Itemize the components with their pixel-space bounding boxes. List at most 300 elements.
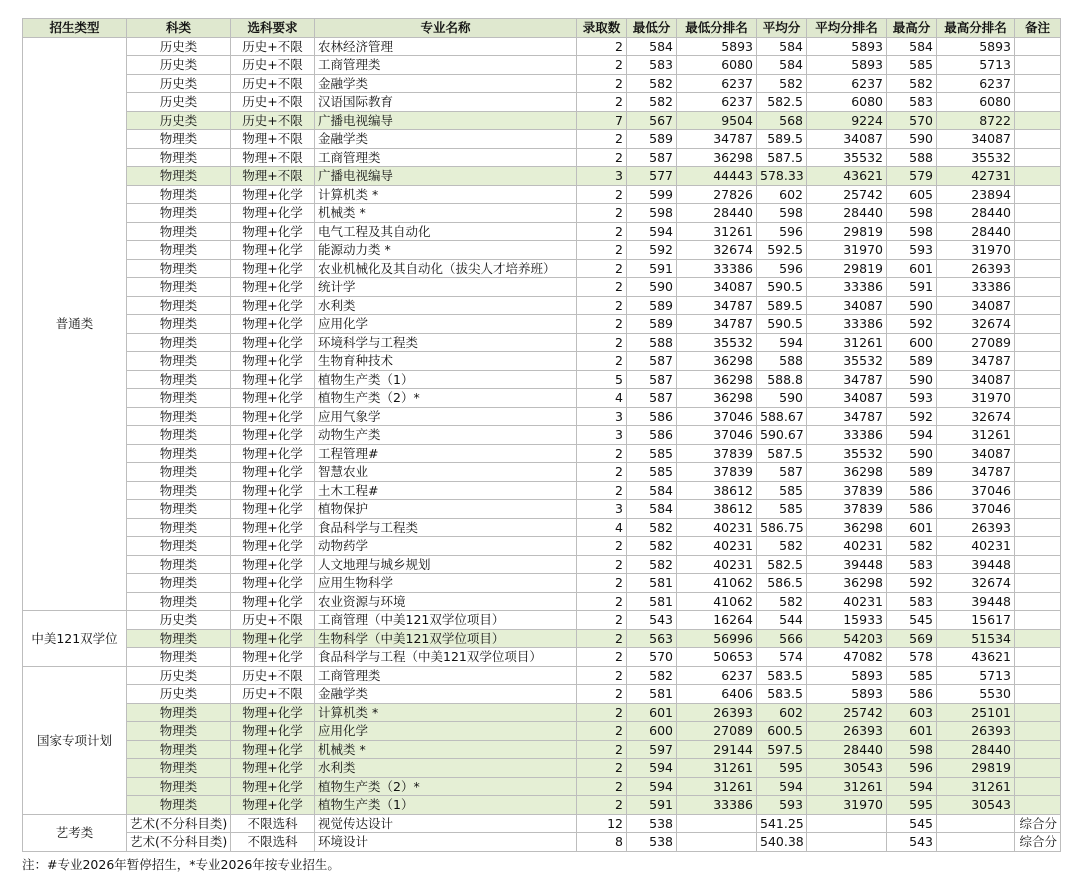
major-name-cell: 工商管理类 — [315, 56, 577, 75]
max-score-cell: 582 — [887, 537, 937, 556]
max-score-cell: 601 — [887, 722, 937, 741]
remark-cell — [1015, 481, 1061, 500]
max-score-cell: 582 — [887, 74, 937, 93]
admitted-count-cell: 2 — [577, 93, 627, 112]
major-name-cell: 计算机类 * — [315, 185, 577, 204]
min-rank-cell: 33386 — [677, 796, 757, 815]
subject-req-cell: 物理+化学 — [231, 518, 315, 537]
max-rank-cell: 6237 — [937, 74, 1015, 93]
major-name-cell: 环境科学与工程类 — [315, 333, 577, 352]
admitted-count-cell: 2 — [577, 222, 627, 241]
max-rank-cell: 33386 — [937, 278, 1015, 297]
avg-rank-cell: 43621 — [807, 167, 887, 186]
category-cell: 历史类 — [127, 93, 231, 112]
major-name-cell: 动物药学 — [315, 537, 577, 556]
min-rank-cell: 41062 — [677, 592, 757, 611]
max-score-cell: 600 — [887, 333, 937, 352]
min-score-cell: 592 — [627, 241, 677, 260]
major-name-cell: 植物生产类（2）* — [315, 777, 577, 796]
category-cell: 物理类 — [127, 629, 231, 648]
avg-rank-cell: 28440 — [807, 204, 887, 223]
category-cell: 物理类 — [127, 777, 231, 796]
major-name-cell: 机械类 * — [315, 204, 577, 223]
subject-req-cell: 物理+化学 — [231, 222, 315, 241]
major-name-cell: 人文地理与城乡规划 — [315, 555, 577, 574]
column-header: 平均分排名 — [807, 19, 887, 38]
admitted-count-cell: 2 — [577, 315, 627, 334]
admitted-count-cell: 2 — [577, 666, 627, 685]
avg-rank-cell: 31970 — [807, 241, 887, 260]
major-name-cell: 应用化学 — [315, 315, 577, 334]
avg-rank-cell: 34787 — [807, 407, 887, 426]
table-row — [23, 722, 1061, 741]
max-rank-cell: 28440 — [937, 740, 1015, 759]
max-score-cell: 589 — [887, 463, 937, 482]
remark-cell — [1015, 370, 1061, 389]
min-rank-cell: 34787 — [677, 296, 757, 315]
major-name-cell: 金融学类 — [315, 130, 577, 149]
min-score-cell: 581 — [627, 685, 677, 704]
avg-score-cell: 544 — [757, 611, 807, 630]
avg-score-cell: 578.33 — [757, 167, 807, 186]
max-rank-cell: 5713 — [937, 56, 1015, 75]
remark-cell — [1015, 463, 1061, 482]
avg-rank-cell: 6080 — [807, 93, 887, 112]
min-score-cell: 594 — [627, 222, 677, 241]
avg-rank-cell: 30543 — [807, 759, 887, 778]
min-score-cell: 587 — [627, 389, 677, 408]
min-score-cell: 570 — [627, 648, 677, 667]
admitted-count-cell: 7 — [577, 111, 627, 130]
avg-score-cell: 583.5 — [757, 685, 807, 704]
avg-rank-cell: 34087 — [807, 130, 887, 149]
max-score-cell: 596 — [887, 759, 937, 778]
max-rank-cell: 15617 — [937, 611, 1015, 630]
min-score-cell: 582 — [627, 537, 677, 556]
table-row — [23, 333, 1061, 352]
remark-cell — [1015, 111, 1061, 130]
category-cell: 物理类 — [127, 759, 231, 778]
remark-cell — [1015, 666, 1061, 685]
admitted-count-cell: 2 — [577, 185, 627, 204]
avg-rank-cell: 29819 — [807, 259, 887, 278]
remark-cell — [1015, 703, 1061, 722]
category-cell: 物理类 — [127, 722, 231, 741]
avg-score-cell: 585 — [757, 500, 807, 519]
table-row — [23, 426, 1061, 445]
table-row — [23, 389, 1061, 408]
max-score-cell: 605 — [887, 185, 937, 204]
max-rank-cell: 29819 — [937, 759, 1015, 778]
min-score-cell: 581 — [627, 592, 677, 611]
major-name-cell: 水利类 — [315, 296, 577, 315]
category-cell: 物理类 — [127, 259, 231, 278]
table-row — [23, 648, 1061, 667]
avg-score-cell: 596 — [757, 222, 807, 241]
max-rank-cell: 26393 — [937, 722, 1015, 741]
category-cell: 历史类 — [127, 685, 231, 704]
major-name-cell: 生物科学（中美121双学位项目） — [315, 629, 577, 648]
major-name-cell: 视觉传达设计 — [315, 814, 577, 833]
max-score-cell: 590 — [887, 370, 937, 389]
remark-cell — [1015, 93, 1061, 112]
max-score-cell: 592 — [887, 407, 937, 426]
max-rank-cell: 32674 — [937, 407, 1015, 426]
min-rank-cell: 35532 — [677, 333, 757, 352]
avg-score-cell: 597.5 — [757, 740, 807, 759]
min-score-cell: 591 — [627, 796, 677, 815]
category-cell: 物理类 — [127, 333, 231, 352]
major-name-cell: 金融学类 — [315, 685, 577, 704]
avg-rank-cell: 33386 — [807, 315, 887, 334]
min-rank-cell: 44443 — [677, 167, 757, 186]
subject-req-cell: 物理+化学 — [231, 592, 315, 611]
table-row — [23, 814, 1061, 833]
admitted-count-cell: 2 — [577, 296, 627, 315]
avg-rank-cell: 35532 — [807, 352, 887, 371]
major-name-cell: 植物生产类（2）* — [315, 389, 577, 408]
category-cell: 物理类 — [127, 278, 231, 297]
subject-req-cell: 物理+化学 — [231, 703, 315, 722]
min-score-cell: 587 — [627, 148, 677, 167]
subject-req-cell: 不限选科 — [231, 814, 315, 833]
category-cell: 物理类 — [127, 426, 231, 445]
category-cell: 物理类 — [127, 167, 231, 186]
max-rank-cell: 37046 — [937, 500, 1015, 519]
subject-req-cell: 物理+化学 — [231, 444, 315, 463]
table-row — [23, 167, 1061, 186]
major-name-cell: 广播电视编导 — [315, 167, 577, 186]
max-score-cell: 583 — [887, 592, 937, 611]
admitted-count-cell: 2 — [577, 148, 627, 167]
max-score-cell: 594 — [887, 777, 937, 796]
admitted-count-cell: 2 — [577, 796, 627, 815]
max-rank-cell: 5713 — [937, 666, 1015, 685]
min-score-cell: 585 — [627, 444, 677, 463]
max-score-cell: 590 — [887, 130, 937, 149]
category-cell: 物理类 — [127, 500, 231, 519]
admitted-count-cell: 2 — [577, 352, 627, 371]
min-rank-cell — [677, 814, 757, 833]
min-score-cell: 587 — [627, 352, 677, 371]
avg-rank-cell: 36298 — [807, 463, 887, 482]
major-name-cell: 生物育种技术 — [315, 352, 577, 371]
min-score-cell: 586 — [627, 407, 677, 426]
min-rank-cell: 5893 — [677, 37, 757, 56]
major-name-cell: 农业机械化及其自动化（拔尖人才培养班） — [315, 259, 577, 278]
admitted-count-cell: 2 — [577, 278, 627, 297]
admitted-count-cell: 2 — [577, 537, 627, 556]
remark-cell — [1015, 130, 1061, 149]
column-header: 备注 — [1015, 19, 1061, 38]
remark-cell — [1015, 777, 1061, 796]
category-cell: 物理类 — [127, 703, 231, 722]
max-score-cell: 584 — [887, 37, 937, 56]
remark-cell — [1015, 500, 1061, 519]
category-cell: 历史类 — [127, 74, 231, 93]
subject-req-cell: 物理+化学 — [231, 389, 315, 408]
major-name-cell: 应用生物科学 — [315, 574, 577, 593]
table-row — [23, 759, 1061, 778]
avg-rank-cell: 34787 — [807, 370, 887, 389]
subject-req-cell: 物理+化学 — [231, 352, 315, 371]
admitted-count-cell: 2 — [577, 555, 627, 574]
remark-cell — [1015, 592, 1061, 611]
remark-cell — [1015, 648, 1061, 667]
min-score-cell: 584 — [627, 481, 677, 500]
admitted-count-cell: 3 — [577, 500, 627, 519]
min-rank-cell: 36298 — [677, 389, 757, 408]
table-row — [23, 130, 1061, 149]
admission-type-cell: 中美121双学位 — [23, 611, 127, 667]
category-cell: 历史类 — [127, 56, 231, 75]
avg-score-cell: 596 — [757, 259, 807, 278]
table-row — [23, 37, 1061, 56]
min-score-cell: 581 — [627, 574, 677, 593]
avg-score-cell: 595 — [757, 759, 807, 778]
remark-cell — [1015, 444, 1061, 463]
remark-cell — [1015, 296, 1061, 315]
avg-rank-cell: 34087 — [807, 296, 887, 315]
min-score-cell: 591 — [627, 259, 677, 278]
max-score-cell: 578 — [887, 648, 937, 667]
major-name-cell: 动物生产类 — [315, 426, 577, 445]
min-score-cell: 590 — [627, 278, 677, 297]
max-score-cell: 601 — [887, 259, 937, 278]
min-rank-cell: 6237 — [677, 74, 757, 93]
subject-req-cell: 物理+化学 — [231, 426, 315, 445]
max-rank-cell — [937, 833, 1015, 852]
remark-cell — [1015, 389, 1061, 408]
min-rank-cell: 38612 — [677, 481, 757, 500]
major-name-cell: 水利类 — [315, 759, 577, 778]
category-cell: 历史类 — [127, 111, 231, 130]
min-rank-cell — [677, 833, 757, 852]
major-name-cell: 智慧农业 — [315, 463, 577, 482]
avg-rank-cell: 31970 — [807, 796, 887, 815]
max-score-cell: 598 — [887, 740, 937, 759]
table-row — [23, 703, 1061, 722]
avg-score-cell: 588.8 — [757, 370, 807, 389]
max-rank-cell: 34087 — [937, 130, 1015, 149]
major-name-cell: 应用气象学 — [315, 407, 577, 426]
table-row — [23, 555, 1061, 574]
min-rank-cell: 31261 — [677, 222, 757, 241]
max-rank-cell: 26393 — [937, 259, 1015, 278]
avg-score-cell: 582 — [757, 592, 807, 611]
admitted-count-cell: 2 — [577, 648, 627, 667]
avg-score-cell: 586.75 — [757, 518, 807, 537]
avg-score-cell: 568 — [757, 111, 807, 130]
max-score-cell: 592 — [887, 315, 937, 334]
min-score-cell: 538 — [627, 833, 677, 852]
major-name-cell: 农林经济管理 — [315, 37, 577, 56]
avg-rank-cell — [807, 833, 887, 852]
remark-cell — [1015, 518, 1061, 537]
min-score-cell: 588 — [627, 333, 677, 352]
column-header: 最低分排名 — [677, 19, 757, 38]
remark-cell — [1015, 204, 1061, 223]
subject-req-cell: 物理+化学 — [231, 463, 315, 482]
column-header: 专业名称 — [315, 19, 577, 38]
admitted-count-cell: 2 — [577, 37, 627, 56]
avg-score-cell: 602 — [757, 185, 807, 204]
table-row — [23, 777, 1061, 796]
admitted-count-cell: 2 — [577, 74, 627, 93]
column-header: 平均分 — [757, 19, 807, 38]
avg-score-cell: 602 — [757, 703, 807, 722]
avg-rank-cell: 34087 — [807, 389, 887, 408]
admission-type-cell: 国家专项计划 — [23, 666, 127, 814]
major-name-cell: 工商管理（中美121双学位项目） — [315, 611, 577, 630]
max-rank-cell: 31970 — [937, 241, 1015, 260]
min-score-cell: 597 — [627, 740, 677, 759]
max-score-cell: 591 — [887, 278, 937, 297]
subject-req-cell: 物理+化学 — [231, 333, 315, 352]
admitted-count-cell: 3 — [577, 167, 627, 186]
admitted-count-cell: 2 — [577, 629, 627, 648]
table-row — [23, 296, 1061, 315]
remark-cell — [1015, 148, 1061, 167]
min-score-cell: 582 — [627, 93, 677, 112]
category-cell: 物理类 — [127, 555, 231, 574]
avg-rank-cell: 5893 — [807, 56, 887, 75]
min-rank-cell: 33386 — [677, 259, 757, 278]
table-row — [23, 241, 1061, 260]
table-row — [23, 481, 1061, 500]
admitted-count-cell: 2 — [577, 703, 627, 722]
table-row — [23, 740, 1061, 759]
subject-req-cell: 物理+化学 — [231, 481, 315, 500]
avg-rank-cell: 37839 — [807, 500, 887, 519]
min-rank-cell: 41062 — [677, 574, 757, 593]
avg-score-cell: 582.5 — [757, 555, 807, 574]
major-name-cell: 植物保护 — [315, 500, 577, 519]
avg-score-cell: 600.5 — [757, 722, 807, 741]
min-score-cell: 582 — [627, 666, 677, 685]
min-rank-cell: 37046 — [677, 426, 757, 445]
table-row — [23, 611, 1061, 630]
min-rank-cell: 36298 — [677, 370, 757, 389]
avg-score-cell: 589.5 — [757, 130, 807, 149]
max-score-cell: 569 — [887, 629, 937, 648]
avg-rank-cell: 35532 — [807, 444, 887, 463]
min-score-cell: 583 — [627, 56, 677, 75]
column-header: 选科要求 — [231, 19, 315, 38]
max-score-cell: 585 — [887, 666, 937, 685]
max-score-cell: 589 — [887, 352, 937, 371]
table-row — [23, 518, 1061, 537]
avg-rank-cell: 29819 — [807, 222, 887, 241]
major-name-cell: 植物生产类（1） — [315, 796, 577, 815]
avg-score-cell: 598 — [757, 204, 807, 223]
subject-req-cell: 物理+化学 — [231, 629, 315, 648]
avg-rank-cell: 39448 — [807, 555, 887, 574]
avg-score-cell: 582 — [757, 74, 807, 93]
avg-score-cell: 592.5 — [757, 241, 807, 260]
subject-req-cell: 历史+不限 — [231, 74, 315, 93]
admitted-count-cell: 2 — [577, 130, 627, 149]
min-score-cell: 563 — [627, 629, 677, 648]
table-row — [23, 56, 1061, 75]
category-cell: 物理类 — [127, 315, 231, 334]
remark-cell — [1015, 740, 1061, 759]
max-score-cell: 586 — [887, 500, 937, 519]
remark-cell — [1015, 352, 1061, 371]
avg-score-cell: 582.5 — [757, 93, 807, 112]
admitted-count-cell: 2 — [577, 722, 627, 741]
table-row — [23, 537, 1061, 556]
category-cell: 物理类 — [127, 592, 231, 611]
max-rank-cell: 34787 — [937, 352, 1015, 371]
subject-req-cell: 物理+化学 — [231, 537, 315, 556]
table-row — [23, 463, 1061, 482]
avg-rank-cell: 40231 — [807, 537, 887, 556]
min-score-cell: 594 — [627, 759, 677, 778]
category-cell: 物理类 — [127, 241, 231, 260]
min-rank-cell: 40231 — [677, 537, 757, 556]
category-cell: 物理类 — [127, 204, 231, 223]
subject-req-cell: 历史+不限 — [231, 56, 315, 75]
subject-req-cell: 物理+化学 — [231, 296, 315, 315]
min-score-cell: 582 — [627, 518, 677, 537]
remark-cell — [1015, 555, 1061, 574]
table-row — [23, 74, 1061, 93]
table-body — [23, 37, 1061, 851]
table-row — [23, 500, 1061, 519]
admitted-count-cell: 4 — [577, 389, 627, 408]
major-name-cell: 工程管理# — [315, 444, 577, 463]
subject-req-cell: 物理+化学 — [231, 241, 315, 260]
category-cell: 艺术(不分科目类) — [127, 833, 231, 852]
min-rank-cell: 6237 — [677, 93, 757, 112]
avg-rank-cell: 25742 — [807, 185, 887, 204]
avg-score-cell: 590 — [757, 389, 807, 408]
avg-rank-cell: 37839 — [807, 481, 887, 500]
admitted-count-cell: 12 — [577, 814, 627, 833]
admission-type-cell: 普通类 — [23, 37, 127, 611]
admitted-count-cell: 2 — [577, 777, 627, 796]
min-rank-cell: 34787 — [677, 130, 757, 149]
table-row — [23, 796, 1061, 815]
max-rank-cell: 28440 — [937, 204, 1015, 223]
subject-req-cell: 历史+不限 — [231, 666, 315, 685]
subject-req-cell: 物理+化学 — [231, 555, 315, 574]
avg-rank-cell: 47082 — [807, 648, 887, 667]
category-cell: 物理类 — [127, 352, 231, 371]
max-score-cell: 583 — [887, 93, 937, 112]
max-score-cell: 601 — [887, 518, 937, 537]
min-score-cell: 538 — [627, 814, 677, 833]
admitted-count-cell: 3 — [577, 426, 627, 445]
admitted-count-cell: 2 — [577, 740, 627, 759]
min-rank-cell: 50653 — [677, 648, 757, 667]
avg-score-cell: 582 — [757, 537, 807, 556]
max-rank-cell: 40231 — [937, 537, 1015, 556]
subject-req-cell: 物理+化学 — [231, 648, 315, 667]
avg-rank-cell: 31261 — [807, 777, 887, 796]
max-score-cell: 603 — [887, 703, 937, 722]
min-rank-cell: 34087 — [677, 278, 757, 297]
major-name-cell: 植物生产类（1） — [315, 370, 577, 389]
max-rank-cell: 43621 — [937, 648, 1015, 667]
max-rank-cell: 34087 — [937, 296, 1015, 315]
max-score-cell: 590 — [887, 296, 937, 315]
max-score-cell: 588 — [887, 148, 937, 167]
remark-cell — [1015, 74, 1061, 93]
min-rank-cell: 16264 — [677, 611, 757, 630]
table-row — [23, 204, 1061, 223]
